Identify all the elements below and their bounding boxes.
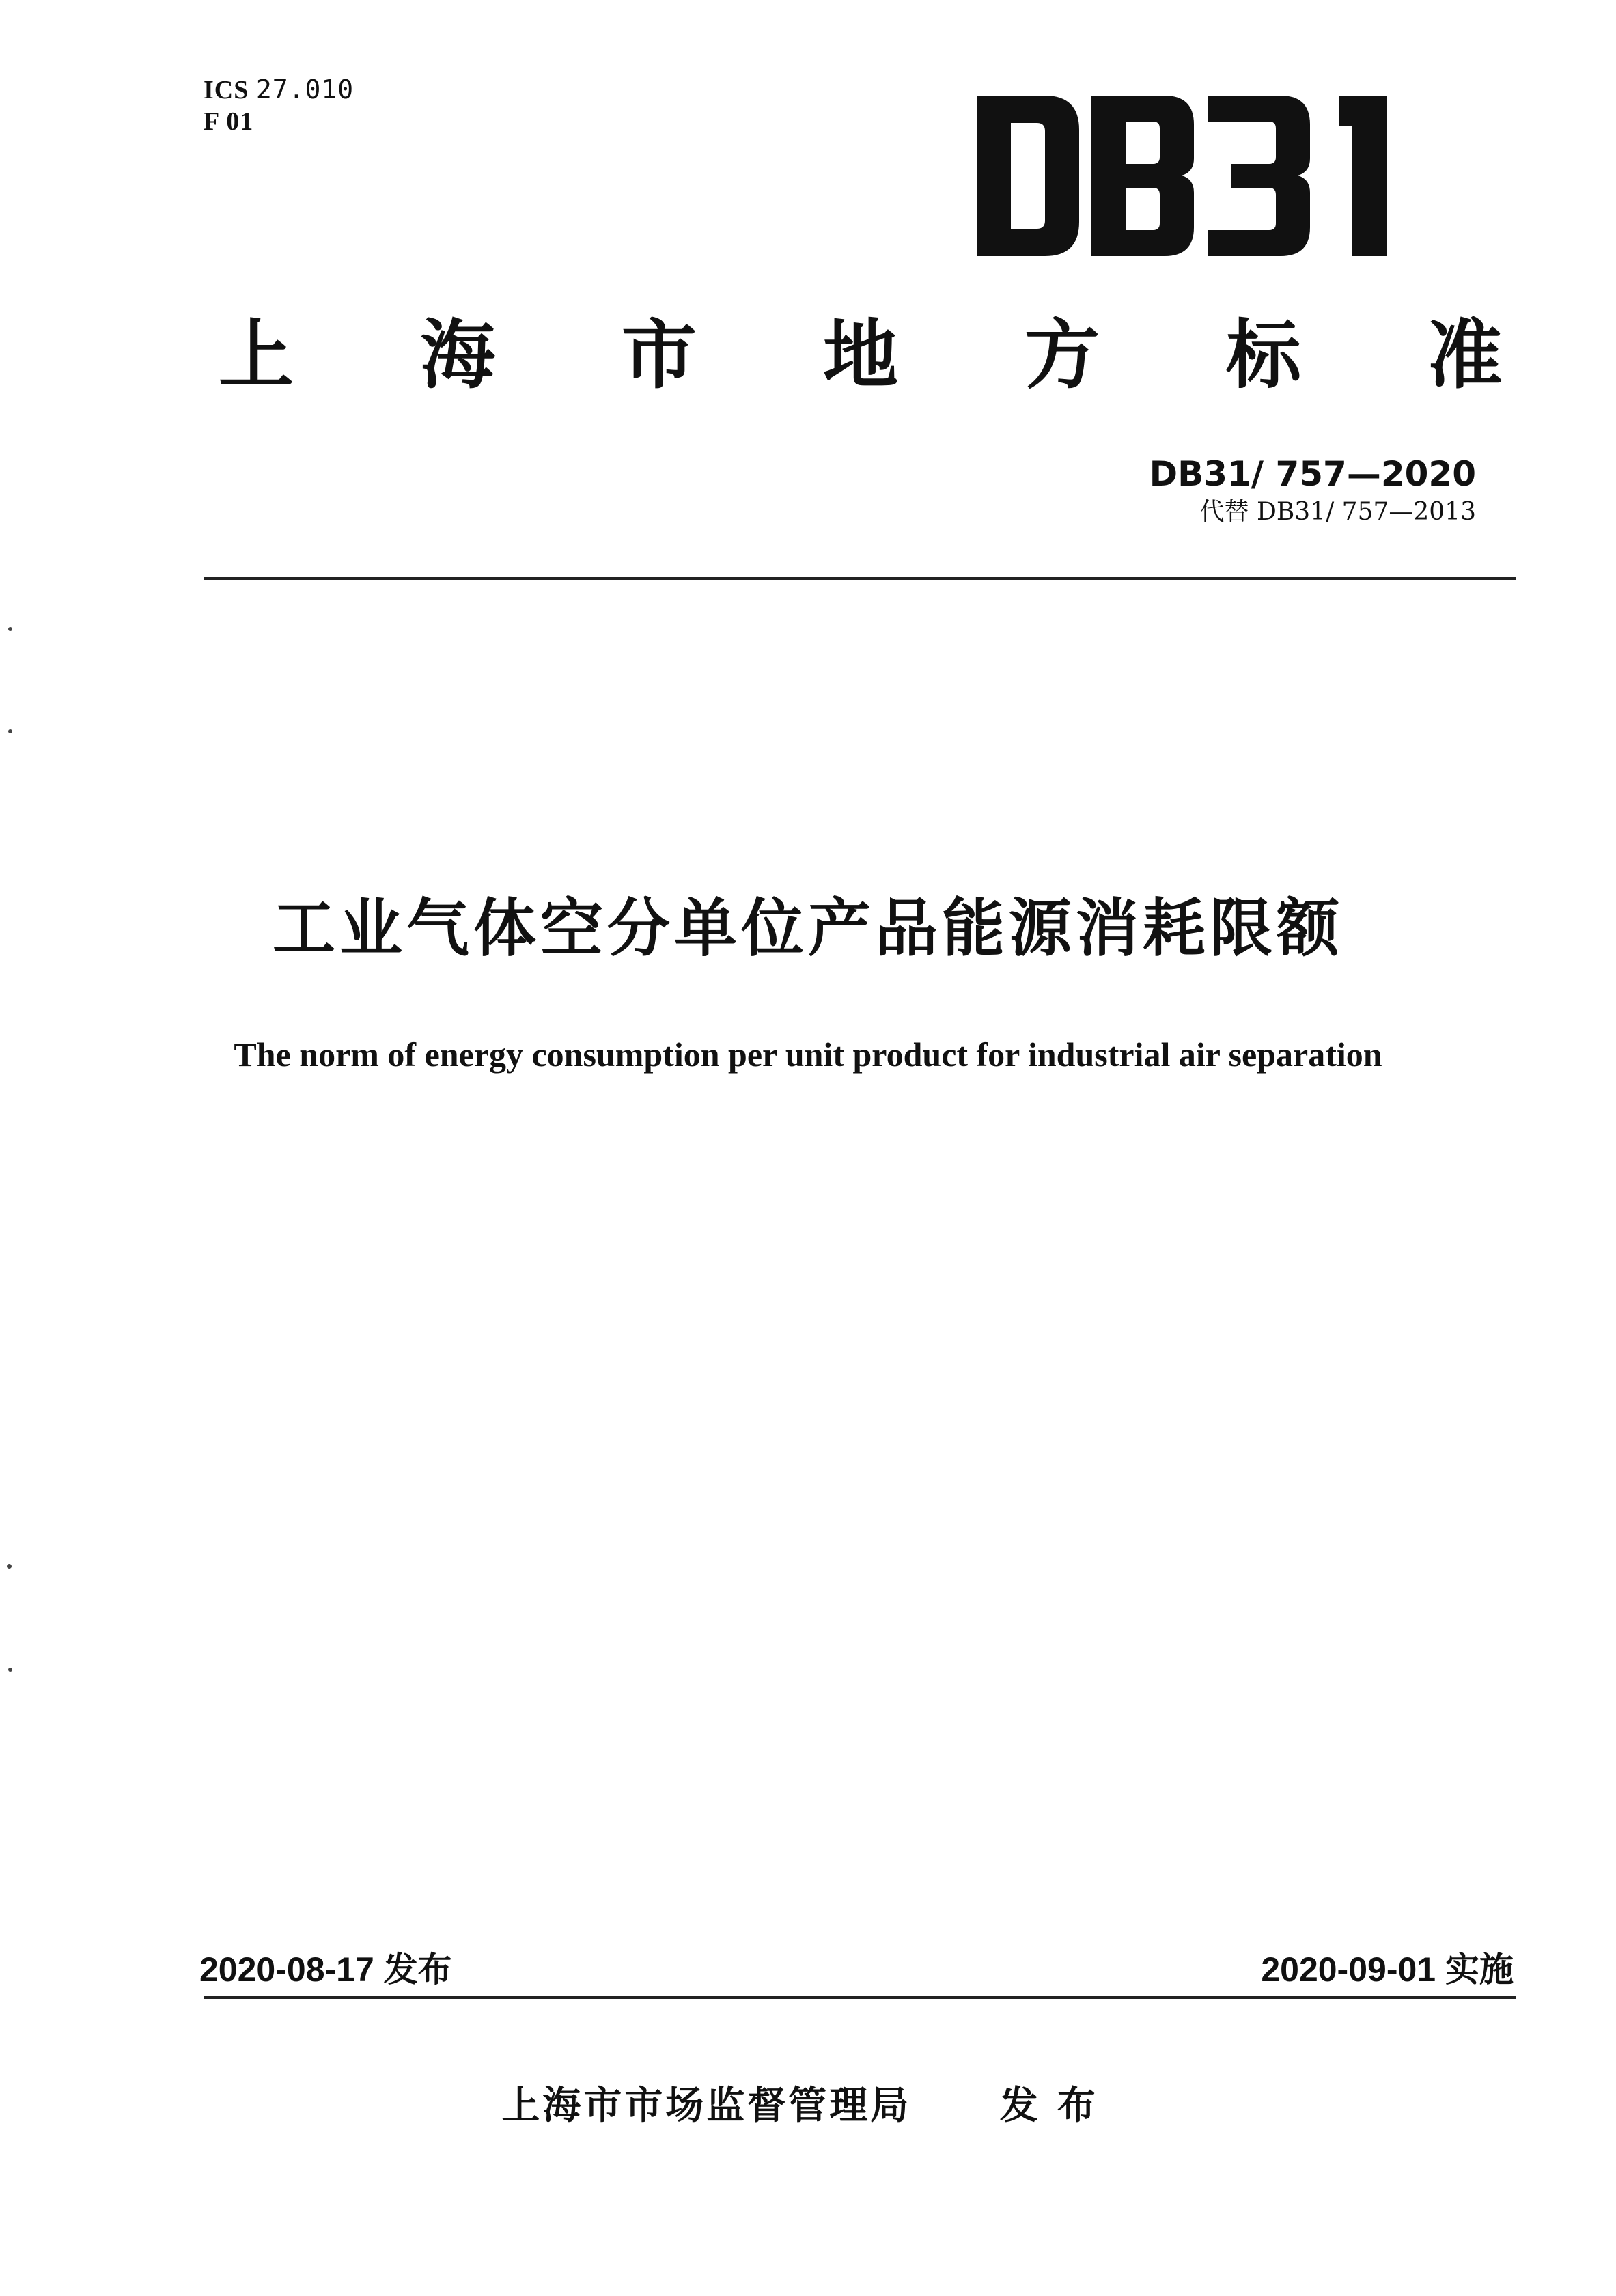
scan-speck [8, 1668, 12, 1672]
title-english: The norm of energy consumption per unit product for industrial air separation [234, 1035, 1382, 1074]
scan-speck [8, 627, 12, 631]
classification-codes [204, 74, 354, 137]
ccs-code: F 01 [204, 107, 254, 136]
implement-date-block [1261, 1948, 1514, 1991]
issue-date-block [199, 1948, 452, 1991]
heading-char: 市 [622, 311, 697, 399]
heading-char: 准 [1427, 311, 1503, 399]
scan-speck [8, 729, 12, 733]
standard-number: DB31/ 757—2020 [1149, 454, 1476, 494]
heading-char: 方 [1025, 311, 1100, 399]
issue-label: 发布 [383, 1950, 452, 1989]
ics-code: 27.010 [255, 74, 354, 104]
footer-divider [204, 1996, 1516, 1999]
heading-char: 上 [219, 311, 294, 399]
publisher-line [0, 2082, 1616, 2131]
ics-line [204, 74, 354, 106]
scan-speck [7, 1564, 12, 1569]
publisher-organization: 上海市市场监督管理局 [501, 2084, 912, 2128]
heading-char: 海 [420, 311, 495, 399]
standard-type-heading [219, 311, 1503, 400]
issue-date: 2020-08-17 [199, 1950, 374, 1989]
header-divider [204, 577, 1516, 580]
standard-number-block [1150, 452, 1476, 529]
replaced-standard: 代替 DB31/ 757—2013 [1199, 498, 1476, 526]
heading-char: 地 [823, 311, 898, 399]
implement-date: 2020-09-01 [1261, 1950, 1436, 1989]
ics-label: ICS [204, 76, 249, 104]
implement-label: 实施 [1445, 1950, 1514, 1989]
publisher-action: 发布 [999, 2084, 1115, 2128]
title-chinese: 工业气体空分单位产品能源消耗限额 [272, 892, 1343, 965]
heading-char: 标 [1226, 311, 1301, 399]
db31-logo [977, 96, 1414, 256]
